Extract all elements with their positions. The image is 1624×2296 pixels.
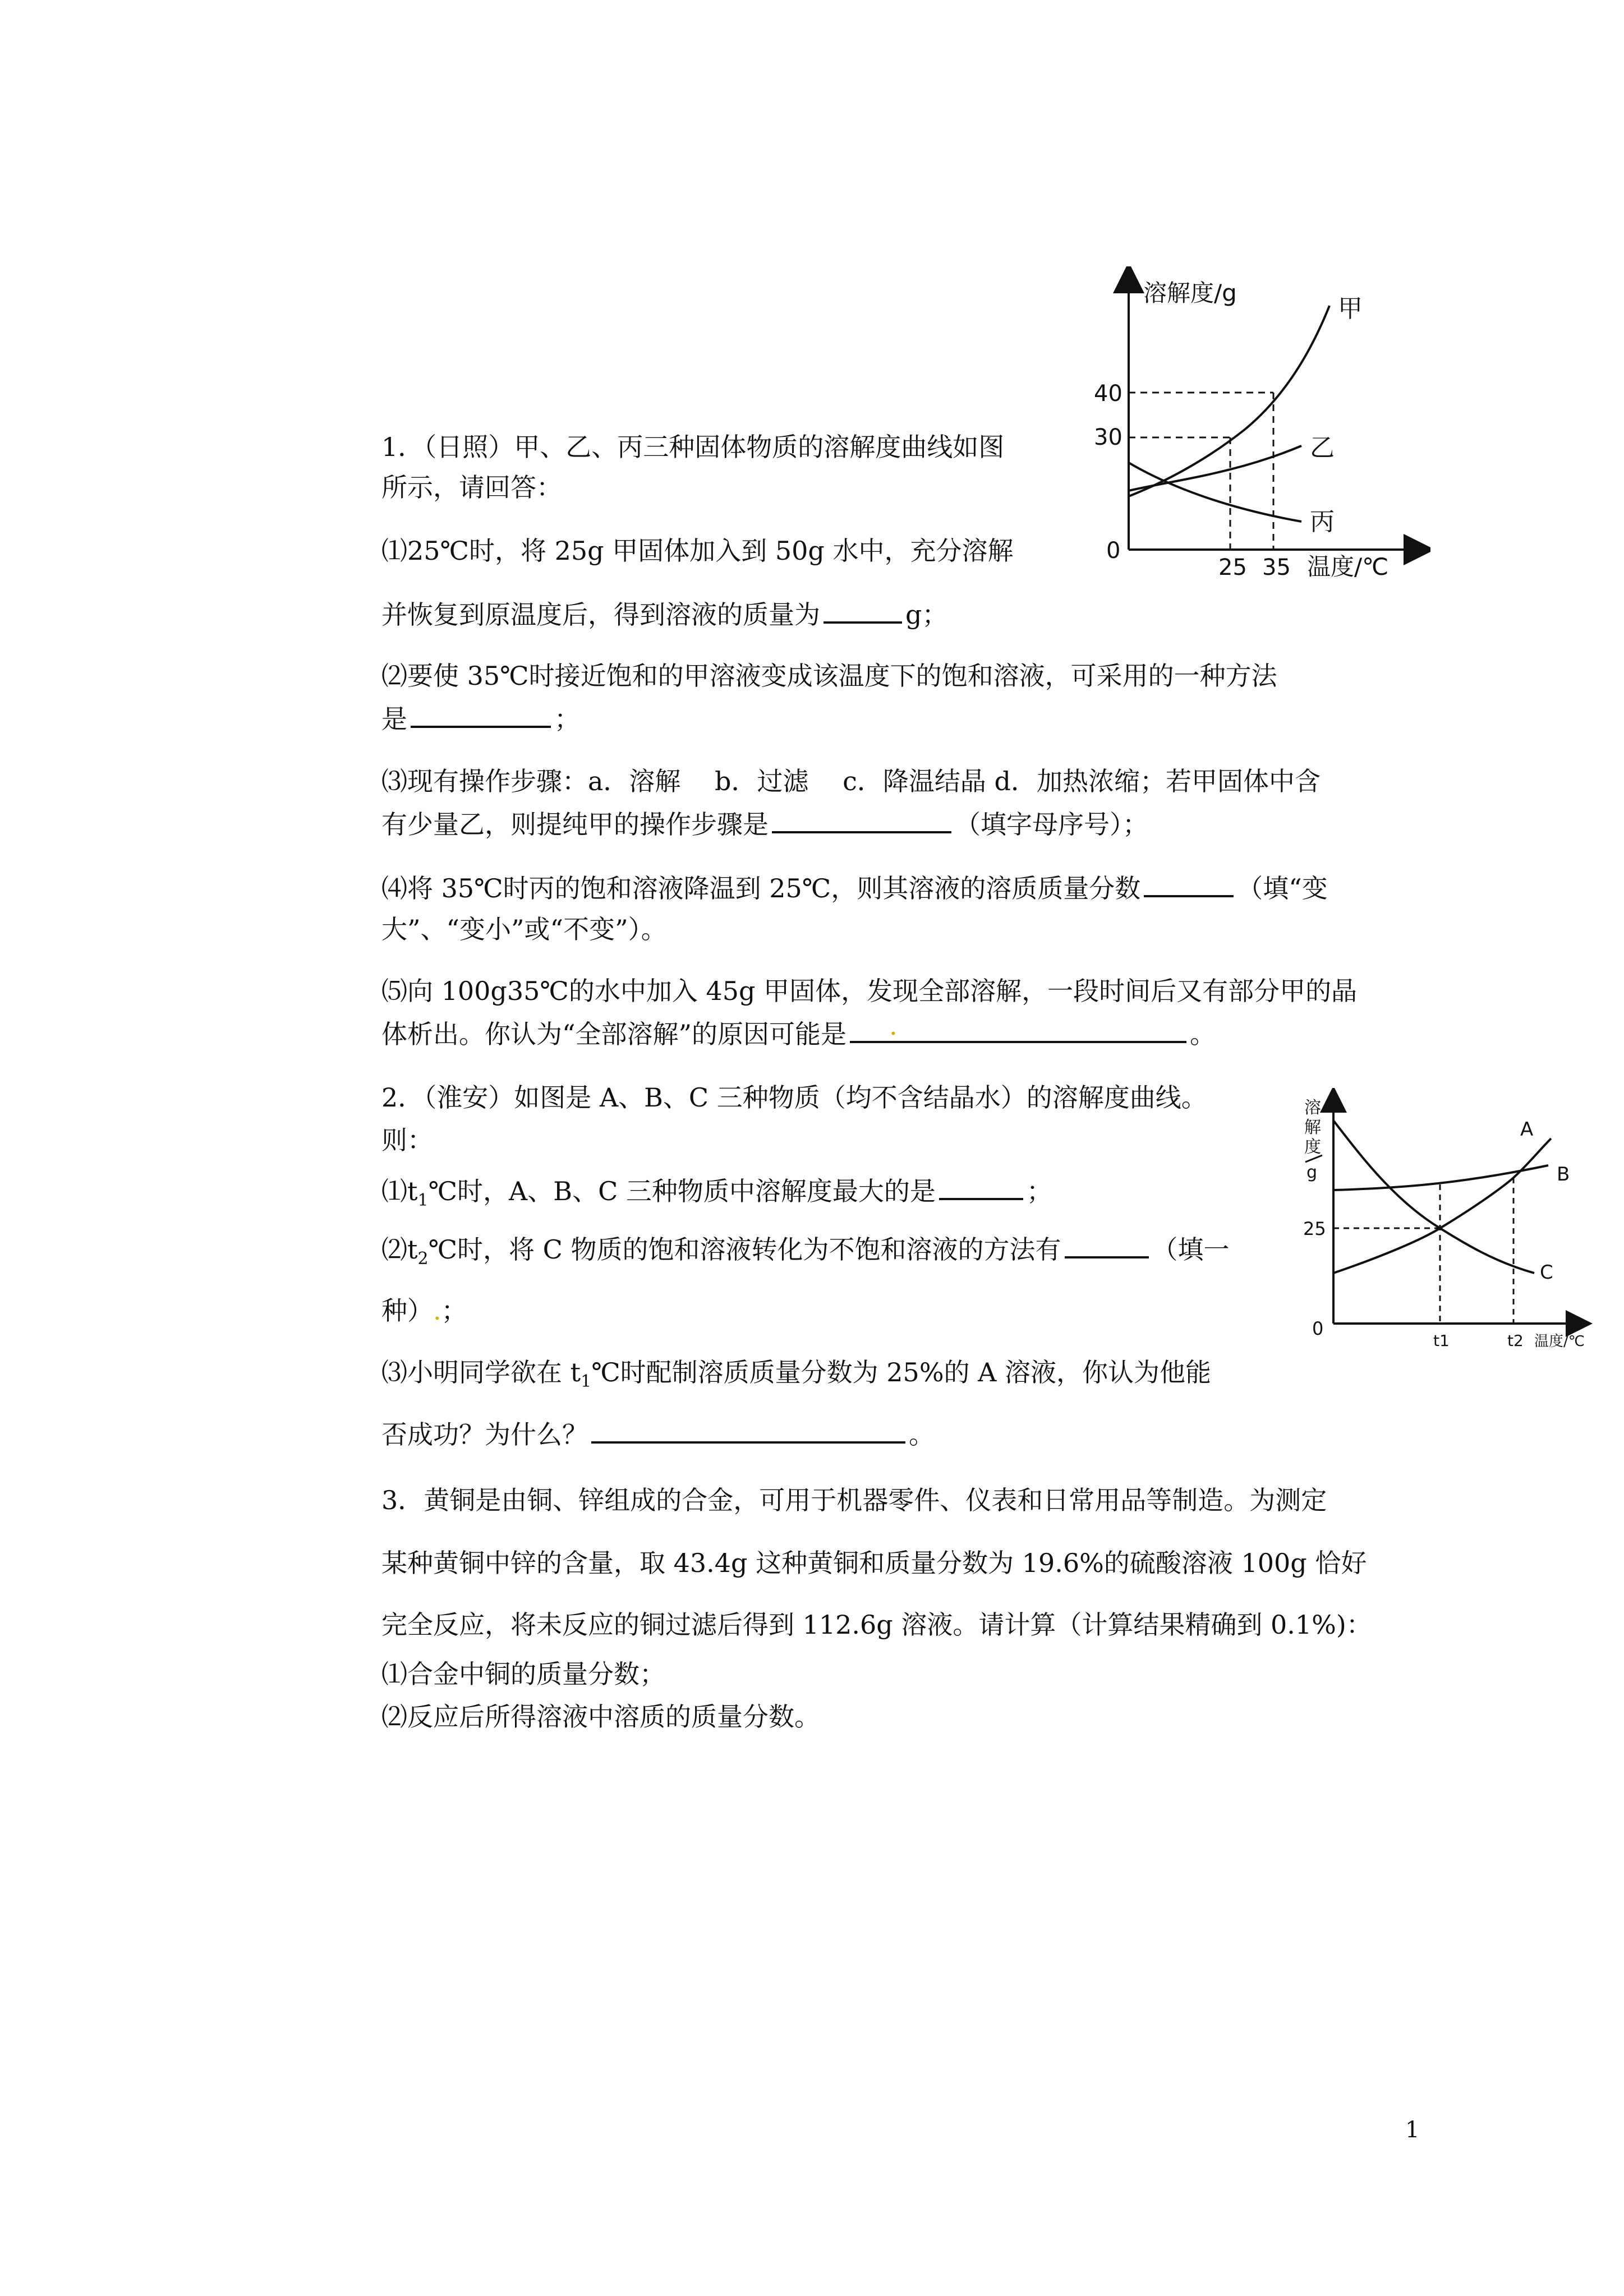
q1-part3-line2 (381, 809, 1148, 840)
q1-part2-line2 (381, 703, 580, 735)
curve-bing (1129, 463, 1301, 522)
q1-fig-label-jia: 甲 (1338, 294, 1363, 323)
q2-line1: 2．（淮安）如图是 A、B、C 三种物质（均不含结晶水）的溶解度曲线。 (381, 1082, 1207, 1113)
q2-fig-label-a: A (1520, 1118, 1534, 1141)
q1-part4-line2: 大”、“变小”或“不变”）。 (381, 914, 667, 944)
q1-part3-blank[interactable] (772, 809, 951, 833)
q2-fig-label-c: C (1540, 1261, 1553, 1284)
q2-part1 (381, 1175, 1052, 1211)
q2-part2-line1 (381, 1234, 1230, 1269)
q1-part1-blank[interactable] (823, 599, 902, 624)
q1-part5-line1: ⑸向 100g35℃的水中加入 45g 甲固体，发现全部溶解，一段时间后又有部分甲的晶 (381, 976, 1358, 1006)
q1-part2-line1: ⑵要使 35℃时接近饱和的甲溶液变成该温度下的饱和溶液，可采用的一种方法 (381, 661, 1277, 691)
q1-part1-line1: ⑴25℃时，将 25g 甲固体加入到 50g 水中，充分溶解 (381, 536, 1014, 566)
q3-part1: ⑴合金中铜的质量分数； (381, 1659, 665, 1689)
q2-part3-text: ℃时配制溶质质量分数为 25%的 A 溶液，你认为他能 (591, 1357, 1211, 1387)
q2-solubility-figure (1299, 1088, 1602, 1357)
q2-fig-origin: 0 (1312, 1318, 1324, 1339)
q2-part1-blank[interactable] (939, 1175, 1023, 1200)
q2-fig-label-b: B (1557, 1163, 1570, 1186)
q2-part3-line1 (381, 1357, 1211, 1392)
q1-fig-origin: 0 (1106, 538, 1121, 564)
q2-part3-line2 (381, 1419, 935, 1450)
q2-part3-end: 。 (909, 1419, 935, 1450)
q3-line2: 某种黄铜中锌的含量，取 43.4g 这种黄铜和质量分数为 19.6%的硫酸溶液 100g 恰好 (381, 1548, 1367, 1578)
q2-fig-ylabel-3: 度 (1304, 1137, 1321, 1157)
q2-part3-blank[interactable] (591, 1419, 905, 1444)
q2-part1-sub: 1 (417, 1191, 429, 1211)
q1-fig-label-yi: 乙 (1310, 434, 1335, 462)
q2-part1-end: ； (1026, 1176, 1052, 1206)
q2-line2: 则： (381, 1125, 433, 1155)
q2-part2-prefix: ⑵t (381, 1234, 418, 1265)
q1-part5-text: 体析出。你认为“全部溶解”的原因可能是 (381, 1019, 847, 1049)
q2-fig-ylabel-1: 溶 (1304, 1098, 1321, 1118)
q1-part2-blank[interactable] (411, 703, 551, 728)
q1-part3-text: 有少量乙，则提纯甲的操作步骤是 (381, 809, 769, 840)
q1-part4-hint: （填“变 (1237, 873, 1328, 903)
q2-fig-ylabel-4: g (1306, 1163, 1318, 1182)
q2-part1-text: ℃时，A、B、C 三种物质中溶解度最大的是 (428, 1176, 936, 1206)
q1-part3-end: （填字母序号）； (955, 809, 1148, 840)
q2-part2-hint: （填一 (1152, 1234, 1230, 1265)
q2-part2-line2-text: 种） (381, 1295, 433, 1326)
q2-part1-prefix: ⑴t (381, 1176, 418, 1206)
curve-jia (1129, 306, 1329, 496)
q3-line3: 完全反应，将未反应的铜过滤后得到 112.6g 溶液。请计算（计算结果精确到 0.1%)： (381, 1610, 1372, 1640)
q2-part3-question: 否成功？为什么？ (381, 1419, 588, 1450)
q1-fig-ytick-30: 30 (1094, 425, 1122, 450)
q1-part3-line1: ⑶现有操作步骤：a．溶解 b．过滤 c．降温结晶 d．加热浓缩；若甲固体中含 (381, 766, 1321, 796)
q1-intro-line1: 1．（日照）甲、乙、丙三种固体物质的溶解度曲线如图 (381, 432, 1005, 462)
curve-a (1333, 1138, 1551, 1273)
q3-line1: 3．黄铜是由铜、锌组成的合金，可用于机器零件、仪表和日常用品等制造。为测定 (381, 1485, 1327, 1515)
q1-part5-line2 (381, 1011, 1216, 1050)
q2-part3-prefix: ⑶小明同学欲在 t (381, 1357, 581, 1387)
curve-c (1333, 1121, 1534, 1273)
q1-intro-line2: 所示，请回答： (381, 472, 562, 502)
q1-fig-ytick-40: 40 (1094, 381, 1122, 407)
q1-part2-text: 是 (381, 704, 407, 734)
q2-part2-blank[interactable] (1065, 1234, 1149, 1258)
q1-fig-label-bing: 丙 (1310, 508, 1335, 536)
stray-dot-mark: . (889, 1011, 898, 1041)
q2-fig-ylabel-2: 解 (1304, 1118, 1321, 1137)
q2-part2-line2 (381, 1295, 467, 1326)
q1-part4-blank[interactable] (1144, 873, 1234, 897)
q1-part5-end: 。 (1190, 1019, 1216, 1049)
q1-part5-blank[interactable] (850, 1011, 1186, 1043)
page-number: 1 (1405, 2117, 1420, 2143)
q2-part2-end: ； (441, 1295, 467, 1326)
q2-part3-sub: 1 (581, 1372, 592, 1392)
q2-fig-ytick-25: 25 (1303, 1218, 1326, 1239)
stray-dot-mark-2: . (433, 1295, 441, 1326)
q2-fig-xlabel: 温度/℃ (1534, 1333, 1585, 1350)
q2-fig-xtick-t1: t1 (1433, 1331, 1450, 1350)
q1-part4-text: ⑷将 35℃时丙的饱和溶液降温到 25℃，则其溶液的溶质质量分数 (381, 873, 1141, 903)
q2-part2-text: ℃时，将 C 物质的饱和溶液转化为不饱和溶液的方法有 (428, 1234, 1061, 1265)
q1-fig-xlabel: 温度/℃ (1307, 553, 1389, 580)
q1-fig-ylabel: 溶解度/g (1143, 279, 1237, 307)
q1-fig-xtick-35: 35 (1262, 555, 1291, 580)
q2-part2-sub: 2 (417, 1249, 429, 1269)
q1-part2-end: ； (554, 704, 580, 734)
q1-part1-text: 并恢复到原温度后，得到溶液的质量为 (381, 600, 820, 630)
q1-part1-line2 (381, 599, 947, 630)
q3-part2: ⑵反应后所得溶液中溶质的质量分数。 (381, 1702, 820, 1732)
q1-fig-xtick-25: 25 (1218, 555, 1247, 580)
q1-part4-line1 (381, 873, 1328, 904)
q1-solubility-figure (1094, 266, 1430, 580)
q1-part1-unit: g； (905, 600, 948, 630)
q2-fig-xtick-t2: t2 (1507, 1331, 1524, 1350)
